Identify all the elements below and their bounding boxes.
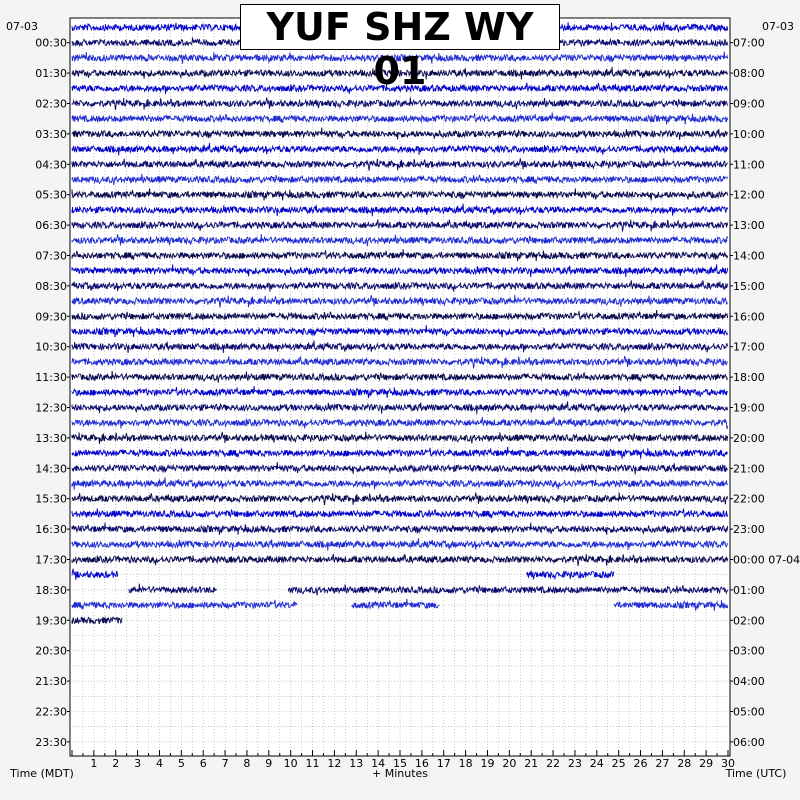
left-tick-label: 12:30 bbox=[35, 401, 67, 415]
left-axis-label: Time (MDT) bbox=[10, 767, 74, 780]
right-tick-label: 11:00 bbox=[733, 158, 765, 172]
right-tick-label: 07:00 bbox=[733, 36, 765, 50]
left-tick-label: 08:30 bbox=[35, 279, 67, 293]
right-tick-label: 00:00 07-04 bbox=[733, 553, 800, 567]
x-tick-label: 4 bbox=[155, 757, 163, 770]
right-tick-label: 22:00 bbox=[733, 492, 765, 506]
x-tick-label: 19 bbox=[480, 757, 495, 770]
x-tick-label: 7 bbox=[221, 757, 229, 770]
x-tick-label: 3 bbox=[134, 757, 142, 770]
x-tick-label: 15 bbox=[393, 757, 407, 770]
right-tick-label: 15:00 bbox=[733, 279, 765, 293]
x-tick-label: 6 bbox=[199, 757, 207, 770]
left-tick-label: 15:30 bbox=[35, 492, 67, 506]
left-tick-label: 04:30 bbox=[35, 158, 67, 172]
x-tick-label: 14 bbox=[371, 757, 386, 770]
x-tick-label: 2 bbox=[112, 757, 120, 770]
x-tick-label: 16 bbox=[414, 757, 429, 770]
left-tick-label: 03:30 bbox=[35, 127, 67, 141]
x-tick-label: 29 bbox=[699, 757, 714, 770]
right-tick-label: 09:00 bbox=[733, 97, 765, 111]
left-tick-label: 02:30 bbox=[35, 97, 67, 111]
right-tick-label: 10:00 bbox=[733, 127, 765, 141]
right-tick-label: 03:00 bbox=[733, 644, 765, 658]
x-tick-label: 18 bbox=[458, 757, 473, 770]
x-tick-label: 11 bbox=[305, 757, 320, 770]
right-tick-label: 18:00 bbox=[733, 371, 765, 385]
right-tick-label: 17:00 bbox=[733, 340, 765, 354]
right-tick-label: 16:00 bbox=[733, 310, 765, 324]
left-tick-label: 18:30 bbox=[35, 583, 67, 597]
right-tick-label: 06:00 bbox=[733, 735, 765, 749]
left-tick-label: 19:30 bbox=[35, 614, 67, 628]
left-tick-label: 01:30 bbox=[35, 67, 67, 81]
right-tick-label: 19:00 bbox=[733, 401, 765, 415]
right-tick-label: 12:00 bbox=[733, 188, 765, 202]
x-axis-label: + Minutes bbox=[371, 767, 429, 780]
x-tick-label: 27 bbox=[655, 757, 670, 770]
right-tick-label: 01:00 bbox=[733, 583, 765, 597]
left-tick-label: 20:30 bbox=[35, 644, 67, 658]
right-axis-label: Time (UTC) bbox=[725, 767, 787, 780]
x-tick-label: 22 bbox=[546, 757, 561, 770]
x-tick-label: 13 bbox=[349, 757, 364, 770]
x-tick-label: 24 bbox=[589, 757, 604, 770]
x-tick-label: 30 bbox=[721, 757, 735, 770]
left-tick-label: 09:30 bbox=[35, 310, 67, 324]
right-tick-label: 23:00 bbox=[733, 523, 765, 537]
left-tick-label: 22:30 bbox=[35, 705, 67, 719]
right-tick-label: 14:00 bbox=[733, 249, 765, 263]
x-tick-label: 10 bbox=[283, 757, 298, 770]
right-date-label: 07-03 bbox=[762, 20, 794, 33]
x-tick-label: 28 bbox=[677, 757, 692, 770]
left-date-label: 07-03 bbox=[6, 20, 38, 33]
x-tick-label: 1 bbox=[90, 757, 98, 770]
right-tick-label: 20:00 bbox=[733, 431, 765, 445]
left-tick-label: 17:30 bbox=[35, 553, 67, 567]
left-tick-label: 16:30 bbox=[35, 523, 67, 537]
left-tick-label: 14:30 bbox=[35, 462, 67, 476]
x-tick-label: 26 bbox=[633, 757, 648, 770]
left-tick-label: 00:30 bbox=[35, 36, 67, 50]
x-tick-label: 23 bbox=[567, 757, 582, 770]
right-tick-label: 05:00 bbox=[733, 705, 765, 719]
right-tick-label: 08:00 bbox=[733, 67, 765, 81]
x-tick-label: 20 bbox=[502, 757, 517, 770]
x-tick-label: 9 bbox=[265, 757, 273, 770]
x-tick-label: 21 bbox=[524, 757, 539, 770]
left-tick-label: 07:30 bbox=[35, 249, 67, 263]
left-tick-label: 13:30 bbox=[35, 431, 67, 445]
right-tick-label: 04:00 bbox=[733, 675, 765, 689]
left-tick-label: 21:30 bbox=[35, 675, 67, 689]
right-tick-label: 21:00 bbox=[733, 462, 765, 476]
left-tick-label: 11:30 bbox=[35, 371, 67, 385]
left-tick-label: 10:30 bbox=[35, 340, 67, 354]
chart-title: YUF SHZ WY 01 bbox=[240, 4, 560, 50]
x-tick-label: 17 bbox=[436, 757, 451, 770]
right-tick-label: 02:00 bbox=[733, 614, 765, 628]
x-tick-label: 8 bbox=[243, 757, 251, 770]
right-tick-label: 13:00 bbox=[733, 219, 765, 233]
x-tick-label: 5 bbox=[177, 757, 185, 770]
left-tick-label: 23:30 bbox=[35, 735, 67, 749]
left-tick-label: 05:30 bbox=[35, 188, 67, 202]
x-tick-label: 25 bbox=[611, 757, 626, 770]
left-tick-label: 06:30 bbox=[35, 219, 67, 233]
x-tick-label: 12 bbox=[327, 757, 342, 770]
